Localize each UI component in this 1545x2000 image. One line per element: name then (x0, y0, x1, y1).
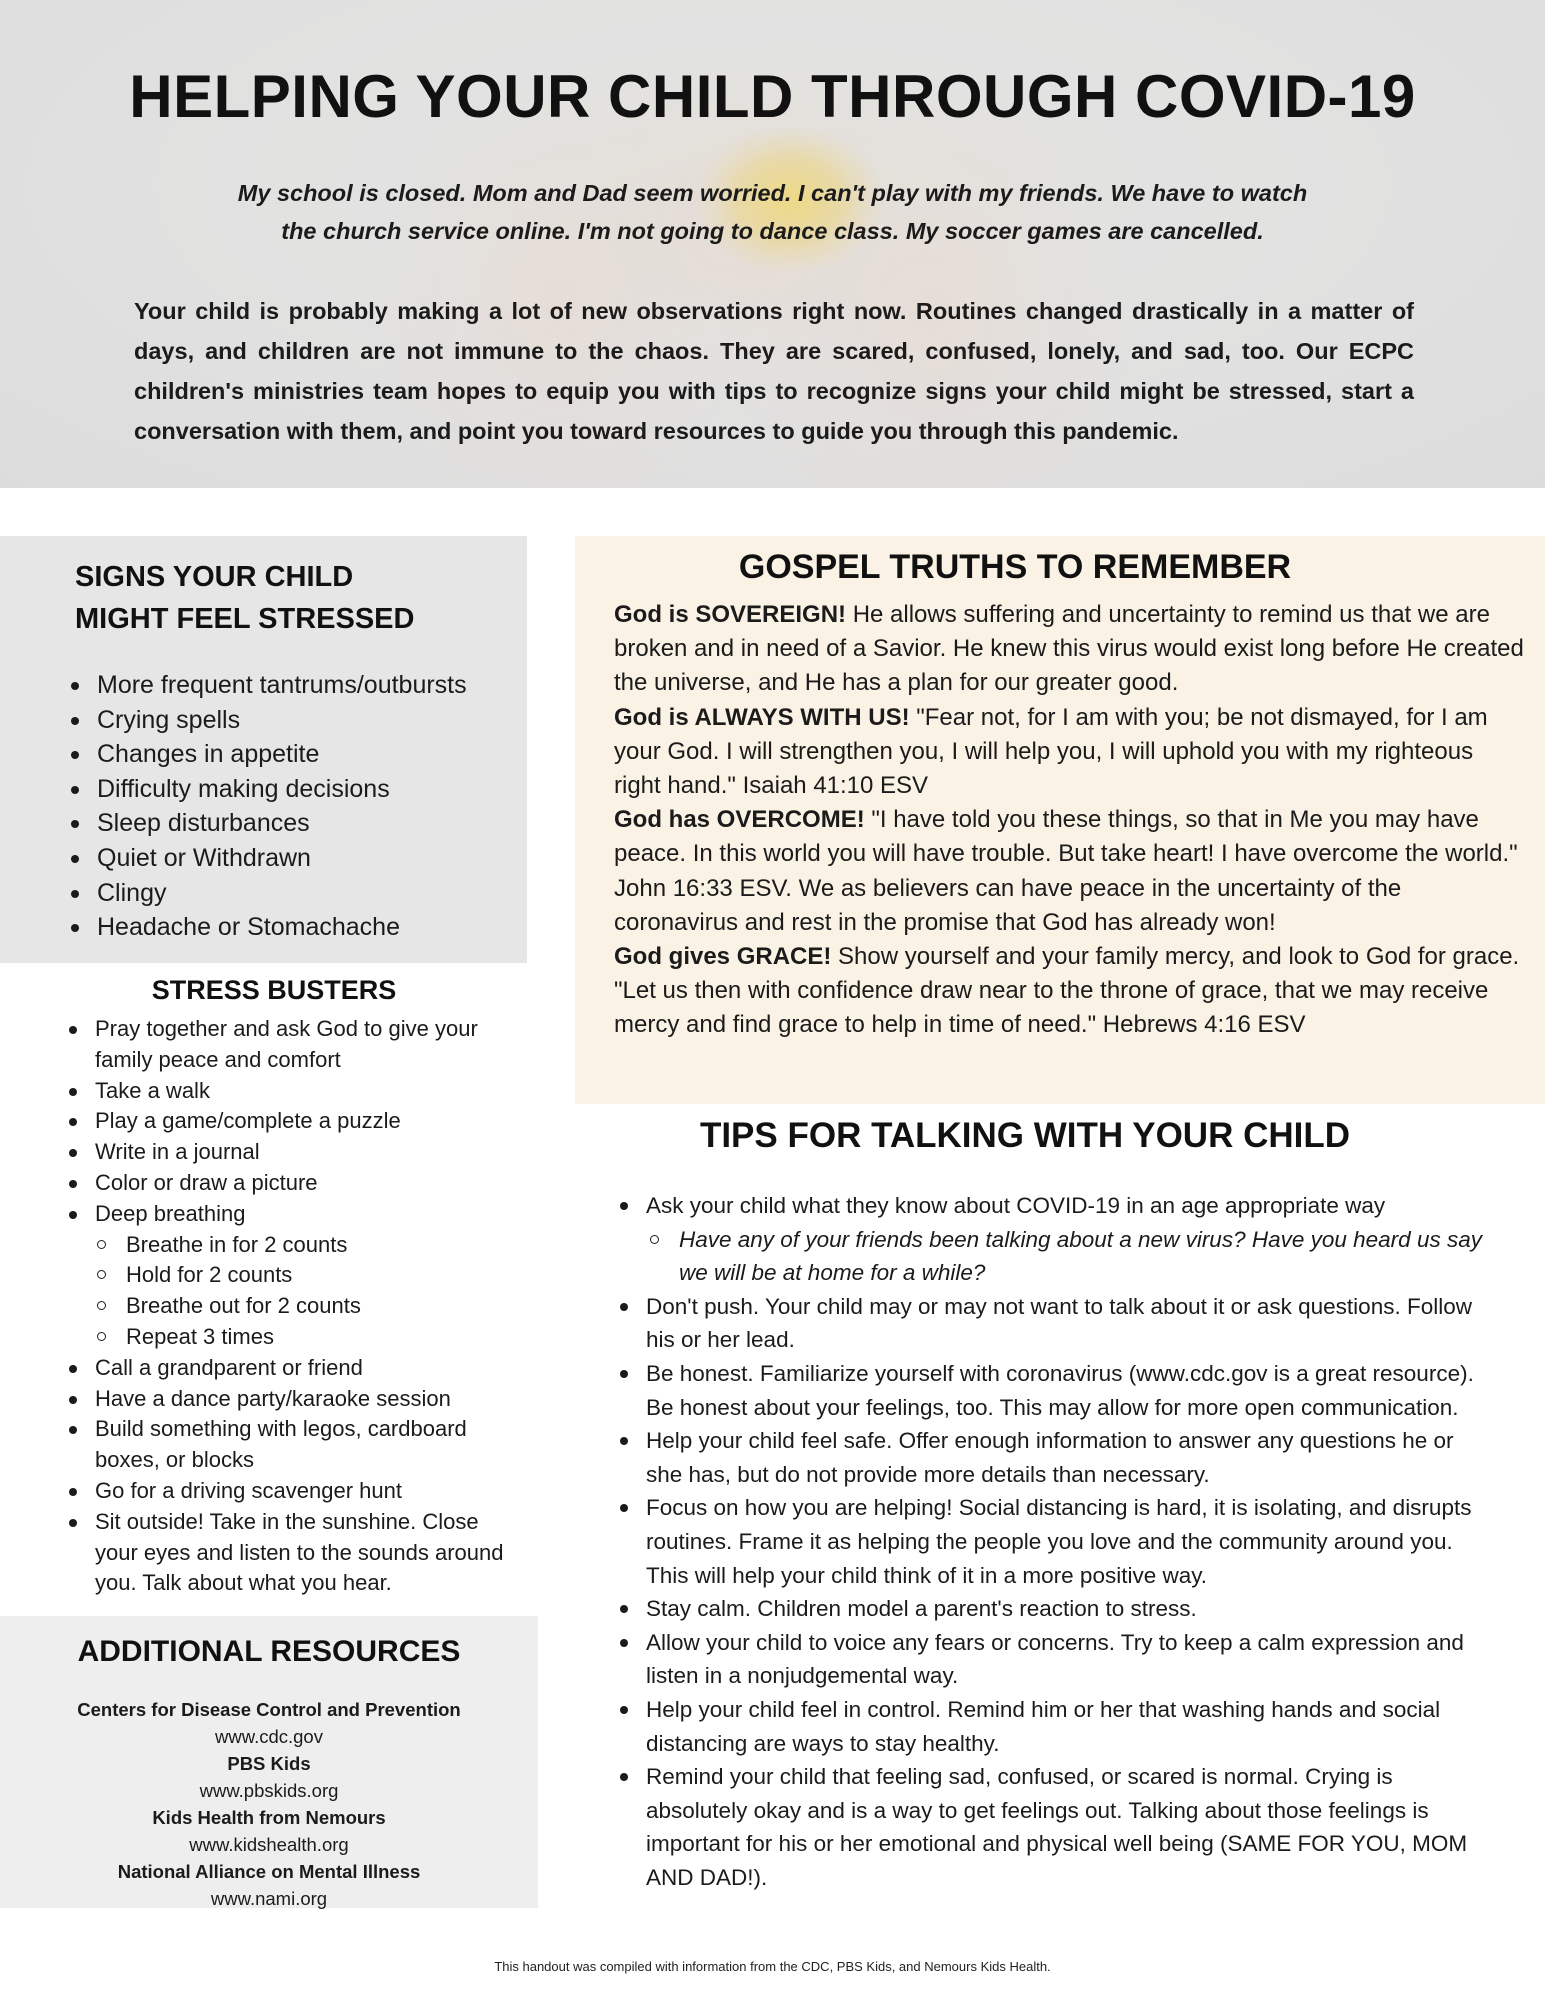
resources-list (0, 1696, 538, 1912)
list-item: Write in a journal (95, 1137, 525, 1168)
resource-link[interactable]: www.kidshealth.org (189, 1834, 349, 1855)
list-item: Ask your child what they know about COVID-19 in an age appropriate way (646, 1189, 1491, 1223)
truth-lead: God is SOVEREIGN! (614, 601, 847, 628)
gospel-truth (614, 598, 1526, 701)
list-item: Build something with legos, cardboard boxes, or blocks (95, 1414, 525, 1476)
list-item: Allow your child to voice any fears or concerns. Try to keep a calm expression and listen in a nonjudgemental way. (646, 1626, 1491, 1693)
child-quote-line-1: My school is closed. Mom and Dad seem worried. I can't play with my friends. We have to watch (237, 180, 1308, 206)
resource-name: Kids Health from Nemours (152, 1807, 386, 1828)
gospel-truth (614, 701, 1526, 804)
resources-section (0, 1616, 538, 1908)
truth-text: Show yourself and your family mercy, and look to God for grace. "Let us then with confidence draw near to the throne of grace, that we may receive mercy and find grace to help in time of need." Hebrews 4:16 ESV (614, 943, 1520, 1039)
signs-list (97, 668, 467, 945)
list-item: Play a game/complete a puzzle (95, 1106, 525, 1137)
list-item: Help your child feel in control. Remind him or her that washing hands and social distancing are ways to stay healthy. (646, 1693, 1491, 1760)
truth-lead: God is ALWAYS WITH US! (614, 703, 910, 731)
signs-heading-line-2: MIGHT FEEL STRESSED (75, 603, 415, 635)
tips-list (646, 1189, 1491, 1894)
truth-text: "Fear not, for I am with you; be not dismayed, for I am your God. I will strengthen you, I will help you, I will uphold you with my righteous right hand." Isaiah 41:10 ESV (614, 703, 1488, 800)
list-item: Headache or Stomachache (97, 910, 467, 945)
tips-heading: TIPS FOR TALKING WITH YOUR CHILD (699, 1116, 1351, 1155)
resource-link[interactable]: www.nami.org (210, 1888, 328, 1909)
list-item: Pray together and ask God to give your family peace and comfort (95, 1014, 525, 1076)
signs-heading-line-1: SIGNS YOUR CHILD (75, 561, 354, 593)
truth-text: He allows suffering and uncertainty to remind us that we are broken and in need of a Savior. He knew this virus would exist long before He created the universe, and He has a plan for our greater good. (614, 601, 1524, 697)
truth-lead: God gives GRACE! (614, 943, 832, 971)
list-item: Stay calm. Children model a parent's reaction to stress. (646, 1592, 1491, 1626)
signs-section (0, 536, 527, 963)
resource-name: National Alliance on Mental Illness (117, 1861, 421, 1882)
truth-lead: God has OVERCOME! (614, 806, 865, 834)
list-item: More frequent tantrums/outbursts (97, 668, 467, 703)
list-item: Clingy (97, 876, 467, 911)
list-item: Remind your child that feeling sad, confused, or scared is normal. Crying is absolutely okay and is a way to get feelings out. Talking about those feelings is important for his or her emotional and physical well being (SAME FOR YOU, MOM AND DAD!). (646, 1760, 1491, 1894)
list-item: Take a walk (95, 1076, 525, 1107)
list-item: Help your child feel safe. Offer enough information to answer any questions he or she has, but do not provide more details than necessary. (646, 1424, 1491, 1491)
list-item: Crying spells (97, 703, 467, 738)
hero-banner (0, 0, 1545, 488)
intro-paragraph: Your child is probably making a lot of new observations right now. Routines changed drastically in a matter of days, and children are not immune to the chaos. They are scared, confused, lonely, and sad, too. Our ECPC children's ministries team hopes to equip you with tips to recognize signs your child might be stressed, start a conversation with them, and point you toward resources to guide you through this pandemic. (134, 298, 1414, 444)
resources-heading: ADDITIONAL RESOURCES (77, 1635, 461, 1668)
resource-name: PBS Kids (227, 1753, 311, 1774)
resource-name: Centers for Disease Control and Prevention (77, 1699, 461, 1720)
list-item: Have a dance party/karaoke session (95, 1384, 525, 1415)
breathing-step: Repeat 3 times (95, 1322, 525, 1353)
gospel-section (575, 536, 1545, 1104)
list-item: Quiet or Withdrawn (97, 841, 467, 876)
signs-heading (75, 556, 495, 640)
child-quote (200, 174, 1345, 250)
resource-link[interactable]: www.cdc.gov (215, 1726, 323, 1747)
breathing-step: Breathe out for 2 counts (95, 1291, 525, 1322)
list-item: Call a grandparent or friend (95, 1353, 525, 1384)
stress-busters-heading: STRESS BUSTERS (151, 975, 397, 1005)
list-item: Deep breathing (95, 1199, 525, 1230)
list-item: Be honest. Familiarize yourself with coronavirus (www.cdc.gov is a great resource). Be honest about your feelings, too. This may allow for more open communication. (646, 1357, 1491, 1424)
breathing-step: Breathe in for 2 counts (95, 1230, 525, 1261)
list-item: Sleep disturbances (97, 806, 467, 841)
stress-busters-list (95, 1014, 525, 1599)
gospel-truth (614, 803, 1526, 940)
list-item: Sit outside! Take in the sunshine. Close your eyes and listen to the sounds around you. Talk about what you hear. (95, 1507, 525, 1599)
list-item: Difficulty making decisions (97, 772, 467, 807)
list-item: Don't push. Your child may or may not want to talk about it or ask questions. Follow his or her lead. (646, 1290, 1491, 1357)
list-item: Go for a driving scavenger hunt (95, 1476, 525, 1507)
page-title: HELPING YOUR CHILD THROUGH COVID-19 (129, 63, 1416, 130)
footer-note: This handout was compiled with information from the CDC, PBS Kids, and Nemours Kids Health. (494, 1959, 1051, 1974)
gospel-heading: GOSPEL TRUTHS TO REMEMBER (738, 548, 1292, 586)
breathing-step: Hold for 2 counts (95, 1260, 525, 1291)
list-item: Changes in appetite (97, 737, 467, 772)
list-item: Color or draw a picture (95, 1168, 525, 1199)
list-item: Focus on how you are helping! Social distancing is hard, it is isolating, and disrupts routines. Frame it as helping the people you love and the community around you. This will help your child think of it in a more positive way. (646, 1491, 1491, 1592)
resource-link[interactable]: www.pbskids.org (199, 1780, 339, 1801)
gospel-truth (614, 940, 1526, 1043)
child-quote-line-2: the church service online. I'm not going to dance class. My soccer games are cancelled. (281, 218, 1264, 244)
truth-text: "I have told you these things, so that in Me you may have peace. In this world you will have trouble. But take heart! I have overcome the world." John 16:33 ESV. We as believers can have peace in the uncertainty of the coronavirus and rest in the promise that God has already won! (614, 806, 1518, 936)
gospel-truths (614, 598, 1526, 1043)
example-question: Have any of your friends been talking about a new virus? Have you heard us say we will be at home for a while? (646, 1223, 1491, 1290)
